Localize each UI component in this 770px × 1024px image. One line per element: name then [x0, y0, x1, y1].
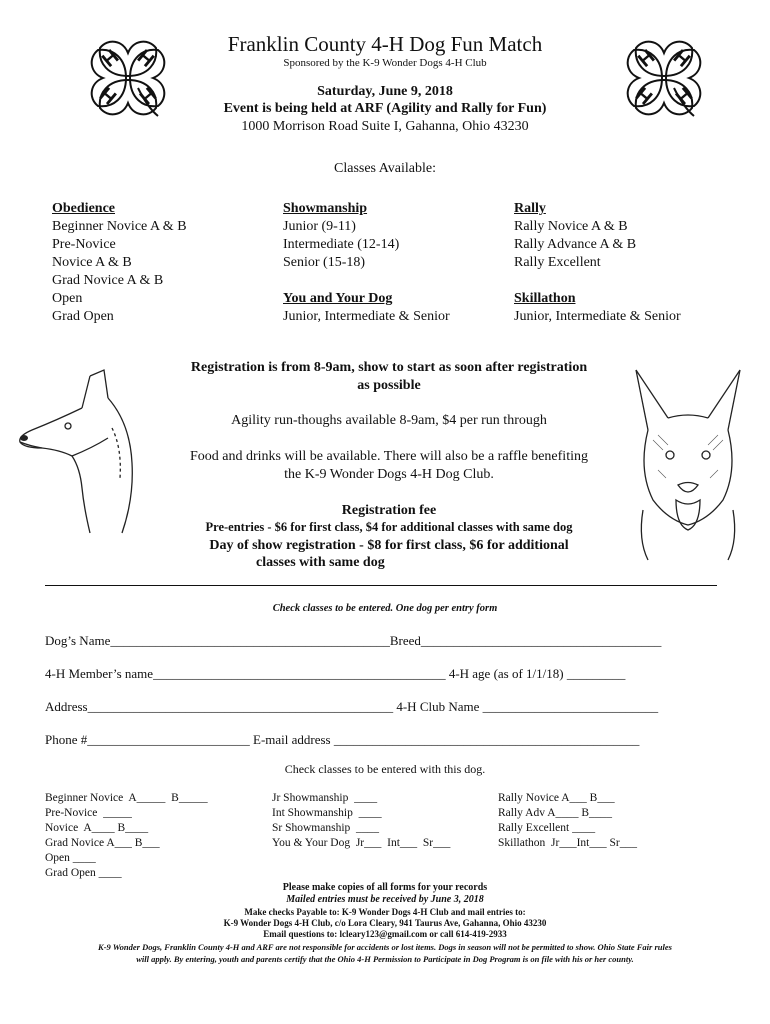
class-item: Beginner Novice A & B: [52, 219, 187, 234]
checklist-item[interactable]: Grad Open ____: [45, 867, 122, 879]
class-item: Open: [52, 291, 83, 306]
checklist-rally: [498, 791, 637, 851]
checklist-item[interactable]: Beginner Novice A_____ B_____: [45, 792, 208, 804]
event-address: 1000 Morrison Road Suite I, Gahanna, Ohio 43230: [241, 119, 529, 134]
divider: [45, 585, 717, 586]
sponsor-line: Sponsored by the K-9 Wonder Dogs 4-H Club: [283, 57, 487, 69]
leaf-h-4: H: [134, 82, 160, 109]
class-item: Grad Open: [52, 309, 114, 324]
obedience-title: Obedience: [52, 201, 115, 216]
copies-note: Please make copies of all forms for your records: [282, 882, 488, 893]
class-item: Rally Excellent: [514, 255, 601, 270]
checklist-item[interactable]: Pre-Novice _____: [45, 807, 132, 819]
classes-heading: Classes Available:: [334, 161, 436, 176]
pre-entries-fee: Pre-entries - $6 for first class, $4 for additional classes with same dog: [205, 520, 573, 534]
checklist-item[interactable]: Rally Adv A____ B____: [498, 807, 613, 819]
german-shepherd-illustration: [618, 360, 758, 565]
you-and-your-dog-title: You and Your Dog: [283, 291, 393, 306]
leaf-h-3: H: [96, 82, 122, 109]
skillathon-title: Skillathon: [514, 291, 576, 306]
disclaimer-cont: will apply. By entering, youth and parents certify that the Ohio 4-H Permission to Participate in Dog Program is on file with his or her county.: [136, 954, 634, 964]
class-item: Intermediate (12-14): [283, 237, 400, 252]
disclaimer: K-9 Wonder Dogs, Franklin County 4-H and ARF are not responsible for accidents or lost items. Dogs in season will not be permitted to show. Ohio State Fair rules: [98, 942, 672, 952]
member-name-field[interactable]: 4-H Member’s name_____________________________________________ 4-H age (as of 1/1/18) _________: [45, 666, 626, 681]
checklist-item[interactable]: Grad Novice A___ B___: [45, 837, 160, 849]
phone-email-field[interactable]: Phone #_________________________ E-mail address _______________________________________________: [45, 732, 640, 747]
food-info-cont: the K-9 Wonder Dogs 4-H Dog Club.: [284, 467, 494, 482]
checklist-item[interactable]: Rally Novice A___ B___: [498, 792, 615, 804]
class-item: Novice A & B: [52, 255, 132, 270]
leaf-h-1: H: [98, 45, 124, 72]
checklist-showmanship: [272, 791, 450, 851]
obedience-column: [52, 200, 187, 326]
checklist-item[interactable]: Skillathon Jr___Int___ Sr___: [498, 837, 637, 849]
event-date: Saturday, June 9, 2018: [317, 84, 453, 99]
page-title: Franklin County 4-H Dog Fun Match: [227, 32, 543, 56]
leaf-h-1: H: [634, 45, 660, 72]
class-item: Senior (15-18): [283, 255, 366, 270]
fee-heading: Registration fee: [341, 503, 437, 518]
class-item: Junior, Intermediate & Senior: [283, 309, 450, 324]
check-heading: Check classes to be entered with this dog.: [284, 762, 486, 776]
checklist-item[interactable]: You & Your Dog Jr___ Int___ Sr___: [272, 837, 451, 849]
day-of-fee-cont: classes with same dog: [256, 555, 385, 570]
showmanship-title: Showmanship: [283, 201, 368, 216]
showmanship-column: [283, 200, 450, 326]
rally-column: [514, 200, 681, 326]
agility-info: Agility run-thoughs available 8-9am, $4 per run through: [231, 413, 547, 428]
class-item: Rally Novice A & B: [514, 219, 628, 234]
doberman-illustration: [12, 368, 147, 538]
leaf-h-3: H: [632, 82, 658, 109]
leaf-h-2: H: [132, 45, 158, 72]
class-item: Junior, Intermediate & Senior: [514, 309, 681, 324]
registration-time: Registration is from 8-9am, show to start as soon after registration: [190, 360, 588, 375]
checks-payable: Make checks Payable to: K-9 Wonder Dogs 4-H Club and mail entries to:: [244, 907, 526, 917]
address-field[interactable]: Address_______________________________________________ 4-H Club Name ___________________________: [45, 699, 659, 714]
checklist-obedience: [45, 791, 208, 881]
checklist-item[interactable]: Novice A____ B____: [45, 822, 149, 834]
checklist-item[interactable]: Sr Showmanship ____: [272, 822, 380, 834]
checklist-item[interactable]: Rally Excellent ____: [498, 822, 596, 834]
food-info: Food and drinks will be available. There will also be a raffle benefiting: [190, 449, 588, 464]
checklist-item[interactable]: Jr Showmanship ____: [272, 792, 378, 804]
mail-address: K-9 Wonder Dogs 4-H Club, c/o Lora Cleary, 941 Taurus Ave, Gahanna, Ohio 43230: [223, 918, 547, 928]
dog-name-field[interactable]: Dog’s Name___________________________________________Breed_____________________________________: [45, 633, 662, 648]
contact-email: Email questions to: lcleary123@gmail.com or call 614-419-2933: [263, 929, 507, 939]
class-item: Grad Novice A & B: [52, 273, 164, 288]
leaf-h-4: H: [670, 82, 696, 109]
mailed-deadline: Mailed entries must be received by June 3, 2018: [286, 894, 484, 905]
class-item: Pre-Novice: [52, 237, 116, 252]
class-item: Rally Advance A & B: [514, 237, 637, 252]
checklist-item[interactable]: Open ____: [45, 852, 96, 864]
leaf-h-2: H: [668, 45, 694, 72]
registration-time-cont: as possible: [357, 378, 421, 393]
class-item: Junior (9-11): [283, 219, 356, 234]
event-venue: Event is being held at ARF (Agility and Rally for Fun): [223, 101, 547, 116]
rally-title: Rally: [514, 201, 546, 216]
checklist-item[interactable]: Int Showmanship ____: [272, 807, 382, 819]
form-instruction: Check classes to be entered. One dog per entry form: [272, 603, 498, 614]
day-of-fee: Day of show registration - $8 for first class, $6 for additional: [209, 538, 569, 553]
